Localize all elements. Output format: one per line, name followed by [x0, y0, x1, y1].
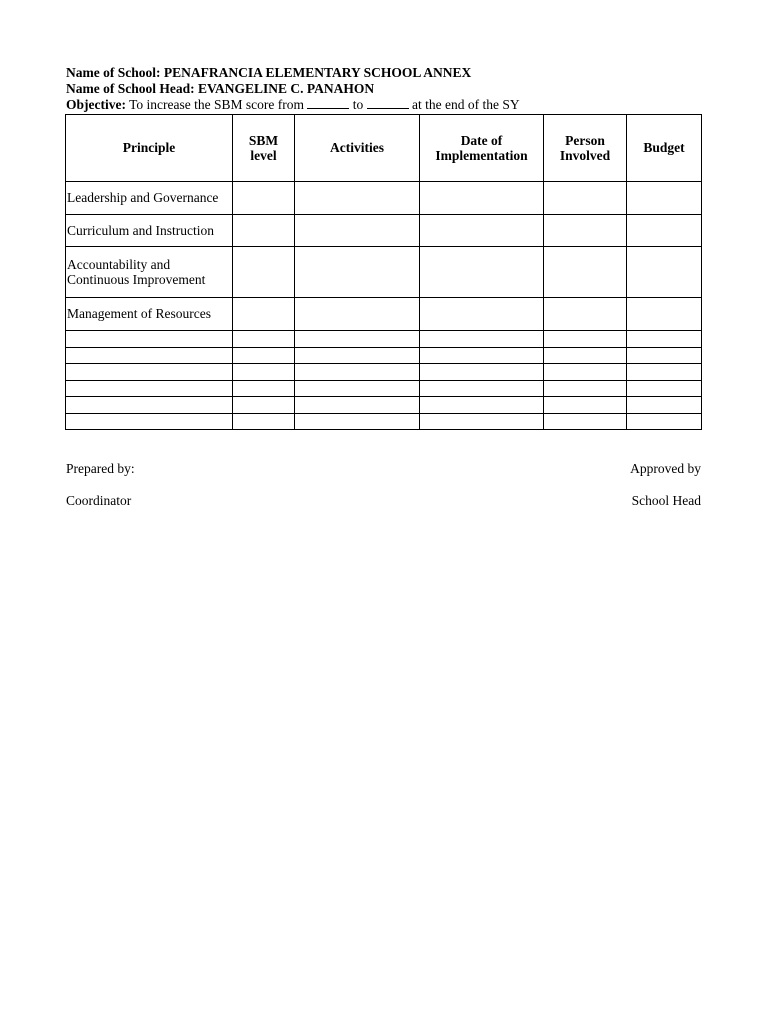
person-cell[interactable] [544, 298, 627, 331]
blank-table-row [66, 397, 702, 414]
blank-table-row [66, 331, 702, 348]
school-name-line [66, 65, 706, 81]
column-header-line: Principle [122, 140, 176, 156]
budget-cell[interactable] [627, 247, 702, 298]
column-header-budget [627, 115, 702, 182]
column-header-principle [66, 115, 233, 182]
date-cell[interactable] [420, 331, 544, 348]
person-cell[interactable] [544, 413, 627, 430]
activities-cell[interactable] [295, 331, 420, 348]
score-to-blank [367, 97, 409, 109]
principle-cell[interactable] [66, 380, 233, 397]
activities-cell[interactable] [295, 182, 420, 215]
school-head-line [66, 81, 706, 97]
document-header [66, 65, 706, 113]
principle-line: Accountability and [67, 256, 171, 272]
principle-cell: Curriculum and Instruction [66, 215, 233, 247]
person-cell[interactable] [544, 331, 627, 348]
blank-table-row [66, 347, 702, 364]
date-cell[interactable] [420, 247, 544, 298]
date-cell[interactable] [420, 364, 544, 381]
table-row [66, 215, 702, 247]
budget-cell[interactable] [627, 347, 702, 364]
column-header-activities [295, 115, 420, 182]
column-header-line: Implementation [435, 148, 528, 163]
person-cell[interactable] [544, 247, 627, 298]
principle-line: Continuous Improvement [67, 272, 206, 287]
sbm-level-cell[interactable] [233, 331, 295, 348]
school-head-value: EVANGELINE C. PANAHON [198, 81, 375, 96]
sbm-level-cell[interactable] [233, 380, 295, 397]
budget-cell[interactable] [627, 215, 702, 247]
sbm-level-cell[interactable] [233, 364, 295, 381]
principle-cell: Management of Resources [66, 298, 233, 331]
activities-cell[interactable] [295, 380, 420, 397]
approved-by-label: Approved by [630, 461, 701, 476]
table-row [66, 182, 702, 215]
column-header-line: SBM [248, 132, 279, 148]
date-cell[interactable] [420, 215, 544, 247]
table-row [66, 247, 702, 298]
activities-cell[interactable] [295, 413, 420, 430]
principle-cell[interactable] [66, 347, 233, 364]
blank-table-row [66, 364, 702, 381]
activities-cell[interactable] [295, 298, 420, 331]
sbm-plan-table [65, 114, 702, 430]
activities-cell[interactable] [295, 397, 420, 414]
date-cell[interactable] [420, 182, 544, 215]
principle-cell[interactable] [66, 364, 233, 381]
budget-cell[interactable] [627, 380, 702, 397]
date-cell[interactable] [420, 298, 544, 331]
column-header-line: Date of [460, 132, 503, 148]
blank-rows [66, 331, 702, 430]
column-header-line: Person [565, 132, 605, 148]
column-header-date-of-implementation [420, 115, 544, 182]
person-cell[interactable] [544, 347, 627, 364]
school-head-signatory-label: School Head [631, 493, 701, 508]
budget-cell[interactable] [627, 298, 702, 331]
school-name-value: PENAFRANCIA ELEMENTARY SCHOOL ANNEX [163, 65, 472, 80]
score-from-blank [307, 97, 349, 109]
column-header-line: Involved [559, 148, 611, 163]
school-head-label: Name of School Head: [66, 81, 195, 96]
person-cell[interactable] [544, 182, 627, 215]
column-header-line: Activities [330, 140, 384, 156]
date-cell[interactable] [420, 380, 544, 397]
sbm-level-cell[interactable] [233, 298, 295, 331]
person-cell[interactable] [544, 364, 627, 381]
column-header-person-involved [544, 115, 627, 182]
activities-cell[interactable] [295, 347, 420, 364]
objective-text-to: to [352, 97, 364, 112]
person-cell[interactable] [544, 380, 627, 397]
sbm-level-cell[interactable] [233, 247, 295, 298]
table-header-row [66, 115, 702, 182]
principle-cell[interactable] [66, 413, 233, 430]
date-cell[interactable] [420, 413, 544, 430]
principle-cell [66, 247, 233, 298]
principle-cell[interactable] [66, 331, 233, 348]
column-header-line: Budget [643, 140, 685, 156]
activities-cell[interactable] [295, 247, 420, 298]
objective-text-start: To increase the SBM score from [129, 97, 305, 112]
sbm-level-cell[interactable] [233, 182, 295, 215]
person-cell[interactable] [544, 397, 627, 414]
budget-cell[interactable] [627, 397, 702, 414]
blank-table-row [66, 380, 702, 397]
table-row [66, 298, 702, 331]
column-header-line: level [250, 148, 277, 163]
objective-label: Objective: [66, 97, 126, 112]
objective-text-end: at the end of the SY [412, 97, 520, 112]
date-cell[interactable] [420, 347, 544, 364]
budget-cell[interactable] [627, 331, 702, 348]
coordinator-label: Coordinator [66, 493, 132, 508]
sbm-level-cell[interactable] [233, 347, 295, 364]
column-header-sbm-level [233, 115, 295, 182]
budget-cell[interactable] [627, 182, 702, 215]
objective-line [66, 97, 706, 113]
blank-table-row [66, 413, 702, 430]
activities-cell[interactable] [295, 364, 420, 381]
prepared-by-label: Prepared by: [66, 461, 135, 476]
school-name-label: Name of School: [66, 65, 161, 80]
sbm-level-cell[interactable] [233, 215, 295, 247]
date-cell[interactable] [420, 397, 544, 414]
sbm-level-cell[interactable] [233, 397, 295, 414]
principle-cell[interactable] [66, 397, 233, 414]
budget-cell[interactable] [627, 364, 702, 381]
principle-cell: Leadership and Governance [66, 182, 233, 215]
activities-cell[interactable] [295, 215, 420, 247]
person-cell[interactable] [544, 215, 627, 247]
sbm-level-cell[interactable] [233, 413, 295, 430]
budget-cell[interactable] [627, 413, 702, 430]
